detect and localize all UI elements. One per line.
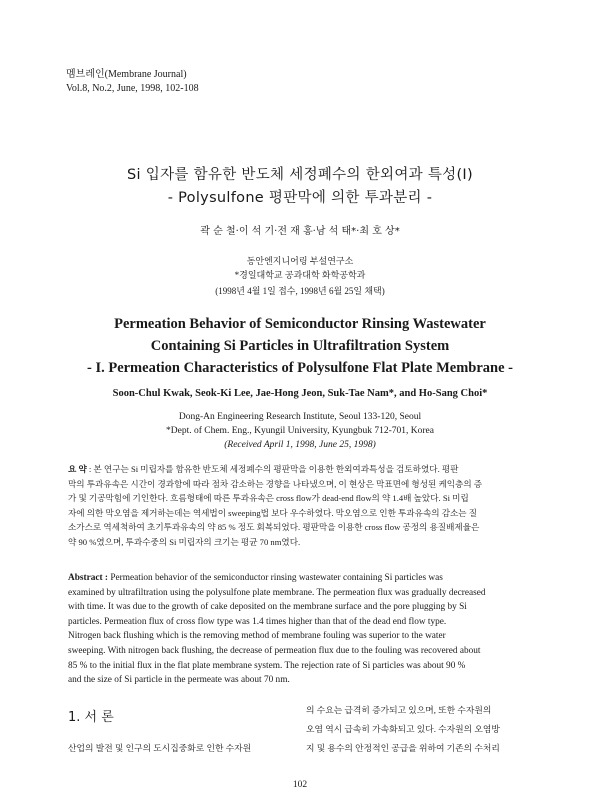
section-heading-introduction: 1. 서 론 — [68, 710, 114, 725]
korean-affiliation-1: 동안엔지니어링 부설연구소 — [246, 256, 354, 266]
body-left-column — [68, 741, 251, 754]
korean-authors: 곽 순 철·이 석 기·전 재 홍·남 석 태*·최 호 상* — [200, 226, 400, 237]
body-right-column — [306, 701, 538, 758]
english-title-line-3: - I. Permeation Characteristics of Polysulfone Flat Plate Membrane - — [86, 360, 514, 376]
english-abstract-line: 85 % to the initial flux in the flat plate membrane system. The rejection rate of Si particles was about 90 % — [68, 660, 466, 671]
body-text-line: 오염 역시 급속히 가속화되고 있다. 수자원의 오염방 — [306, 724, 500, 734]
english-abstract-line: particles. Permeation flux of cross flow type was 1.4 times higher than that of the dead end flow type. — [68, 616, 447, 627]
english-abstract-line — [68, 571, 536, 586]
english-abstract-text: Permeation behavior of the semiconductor rinsing wastewater containing Si particles was — [110, 573, 443, 583]
page-number: 102 — [292, 780, 308, 790]
korean-abstract-line: 가 및 기공막힘에 기인한다. 흐름형태에 따른 투과유속은 cross flow가 dead-end flow의 약 1.4배 높았다. Si 미립 — [68, 493, 469, 503]
journal-name: 멤브레인(Membrane Journal) — [66, 69, 187, 80]
english-abstract-line: Nitrogen back flushing which is the removing method of membrane fouling was superior to the water — [68, 631, 446, 642]
journal-header — [66, 68, 199, 96]
korean-abstract-line: 약 90 %였으며, 투과수중의 Si 미립자의 크기는 평균 70 nm였다. — [68, 536, 301, 547]
english-authors: Soon-Chul Kwak, Seok-Ki Lee, Jae-Hong Jeon, Suk-Tae Nam*, and Ho-Sang Choi* — [112, 388, 488, 399]
korean-abstract-label: 요 약 — [68, 464, 87, 474]
english-received-dates: (Received April 1, 1998, June 25, 1998) — [224, 440, 376, 450]
korean-abstract-line — [68, 462, 536, 477]
body-text-line: 지 및 용수의 안정적인 공급을 위하여 기존의 수처리 — [306, 743, 500, 753]
korean-abstract-line: 자에 의한 막오염을 제거하는데는 역세법이 sweeping법 보다 우수하였다. 막오염으로 인한 투과유속의 감소는 질 — [68, 507, 478, 518]
korean-abstract-line: 막의 투과유속은 시간이 경과함에 따라 점차 감소하는 경향을 나타냈으며, 이 현상은 막표면에 형성된 케익층의 증 — [68, 478, 483, 489]
english-abstract-line: and the size of Si particle in the permeate was about 70 nm. — [68, 675, 290, 686]
english-affiliation-1: Dong-An Engineering Research Institute, Seoul 133-120, Seoul — [178, 412, 422, 422]
english-abstract-line: examined by ultrafiltration using the polysulfone plate membrane. The permeation flux was gradually decreased — [68, 587, 486, 598]
english-title-line-1: Permeation Behavior of Semiconductor Rinsing Wastewater — [114, 316, 486, 332]
korean-received-dates: (1998년 4월 1일 접수, 1998년 6월 25일 채택) — [215, 286, 385, 296]
korean-abstract-text: : 본 연구는 Si 미립자를 함유한 반도체 세정폐수의 평판막을 이용한 한외여과특성을 검토하였다. 평판 — [88, 464, 459, 474]
korean-title-line-1: Si 입자를 함유한 반도체 세정폐수의 한외여과 특성(I) — [127, 167, 473, 183]
english-abstract — [68, 571, 536, 688]
korean-affiliation-2: *경일대학교 공과대학 화학공학과 — [234, 270, 366, 280]
journal-issue: Vol.8, No.2, June, 1998, 102-108 — [66, 83, 199, 94]
body-text-line: 의 수요는 급격히 증가되고 있으며, 또한 수자원의 — [306, 705, 492, 715]
english-title-line-2: Containing Si Particles in Ultrafiltration System — [150, 338, 450, 354]
english-affiliation-2: *Dept. of Chem. Eng., Kyungil University, Kyungbuk 712-701, Korea — [166, 426, 434, 436]
english-abstract-line: sweeping. With nitrogen back flushing, the decrease of permeation flux due to the fouling was recovered about — [68, 645, 481, 656]
korean-title-line-2: - Polysulfone 평판막에 의한 투과분리 - — [167, 190, 433, 206]
english-abstract-label: Abstract : — [68, 573, 109, 583]
korean-abstract-line: 소가스로 역세척하여 초기투과유속의 약 85 % 정도 회복되었다. 평판막을 이용한 cross flow 공정의 용질배제율은 — [68, 522, 480, 532]
body-text-line: 산업의 발전 및 인구의 도시집중화로 인한 수자원 — [68, 743, 252, 753]
english-abstract-line: with time. It was due to the growth of cake deposited on the membrane surface and the pore plugging by Si — [68, 602, 467, 613]
korean-abstract — [68, 462, 536, 549]
